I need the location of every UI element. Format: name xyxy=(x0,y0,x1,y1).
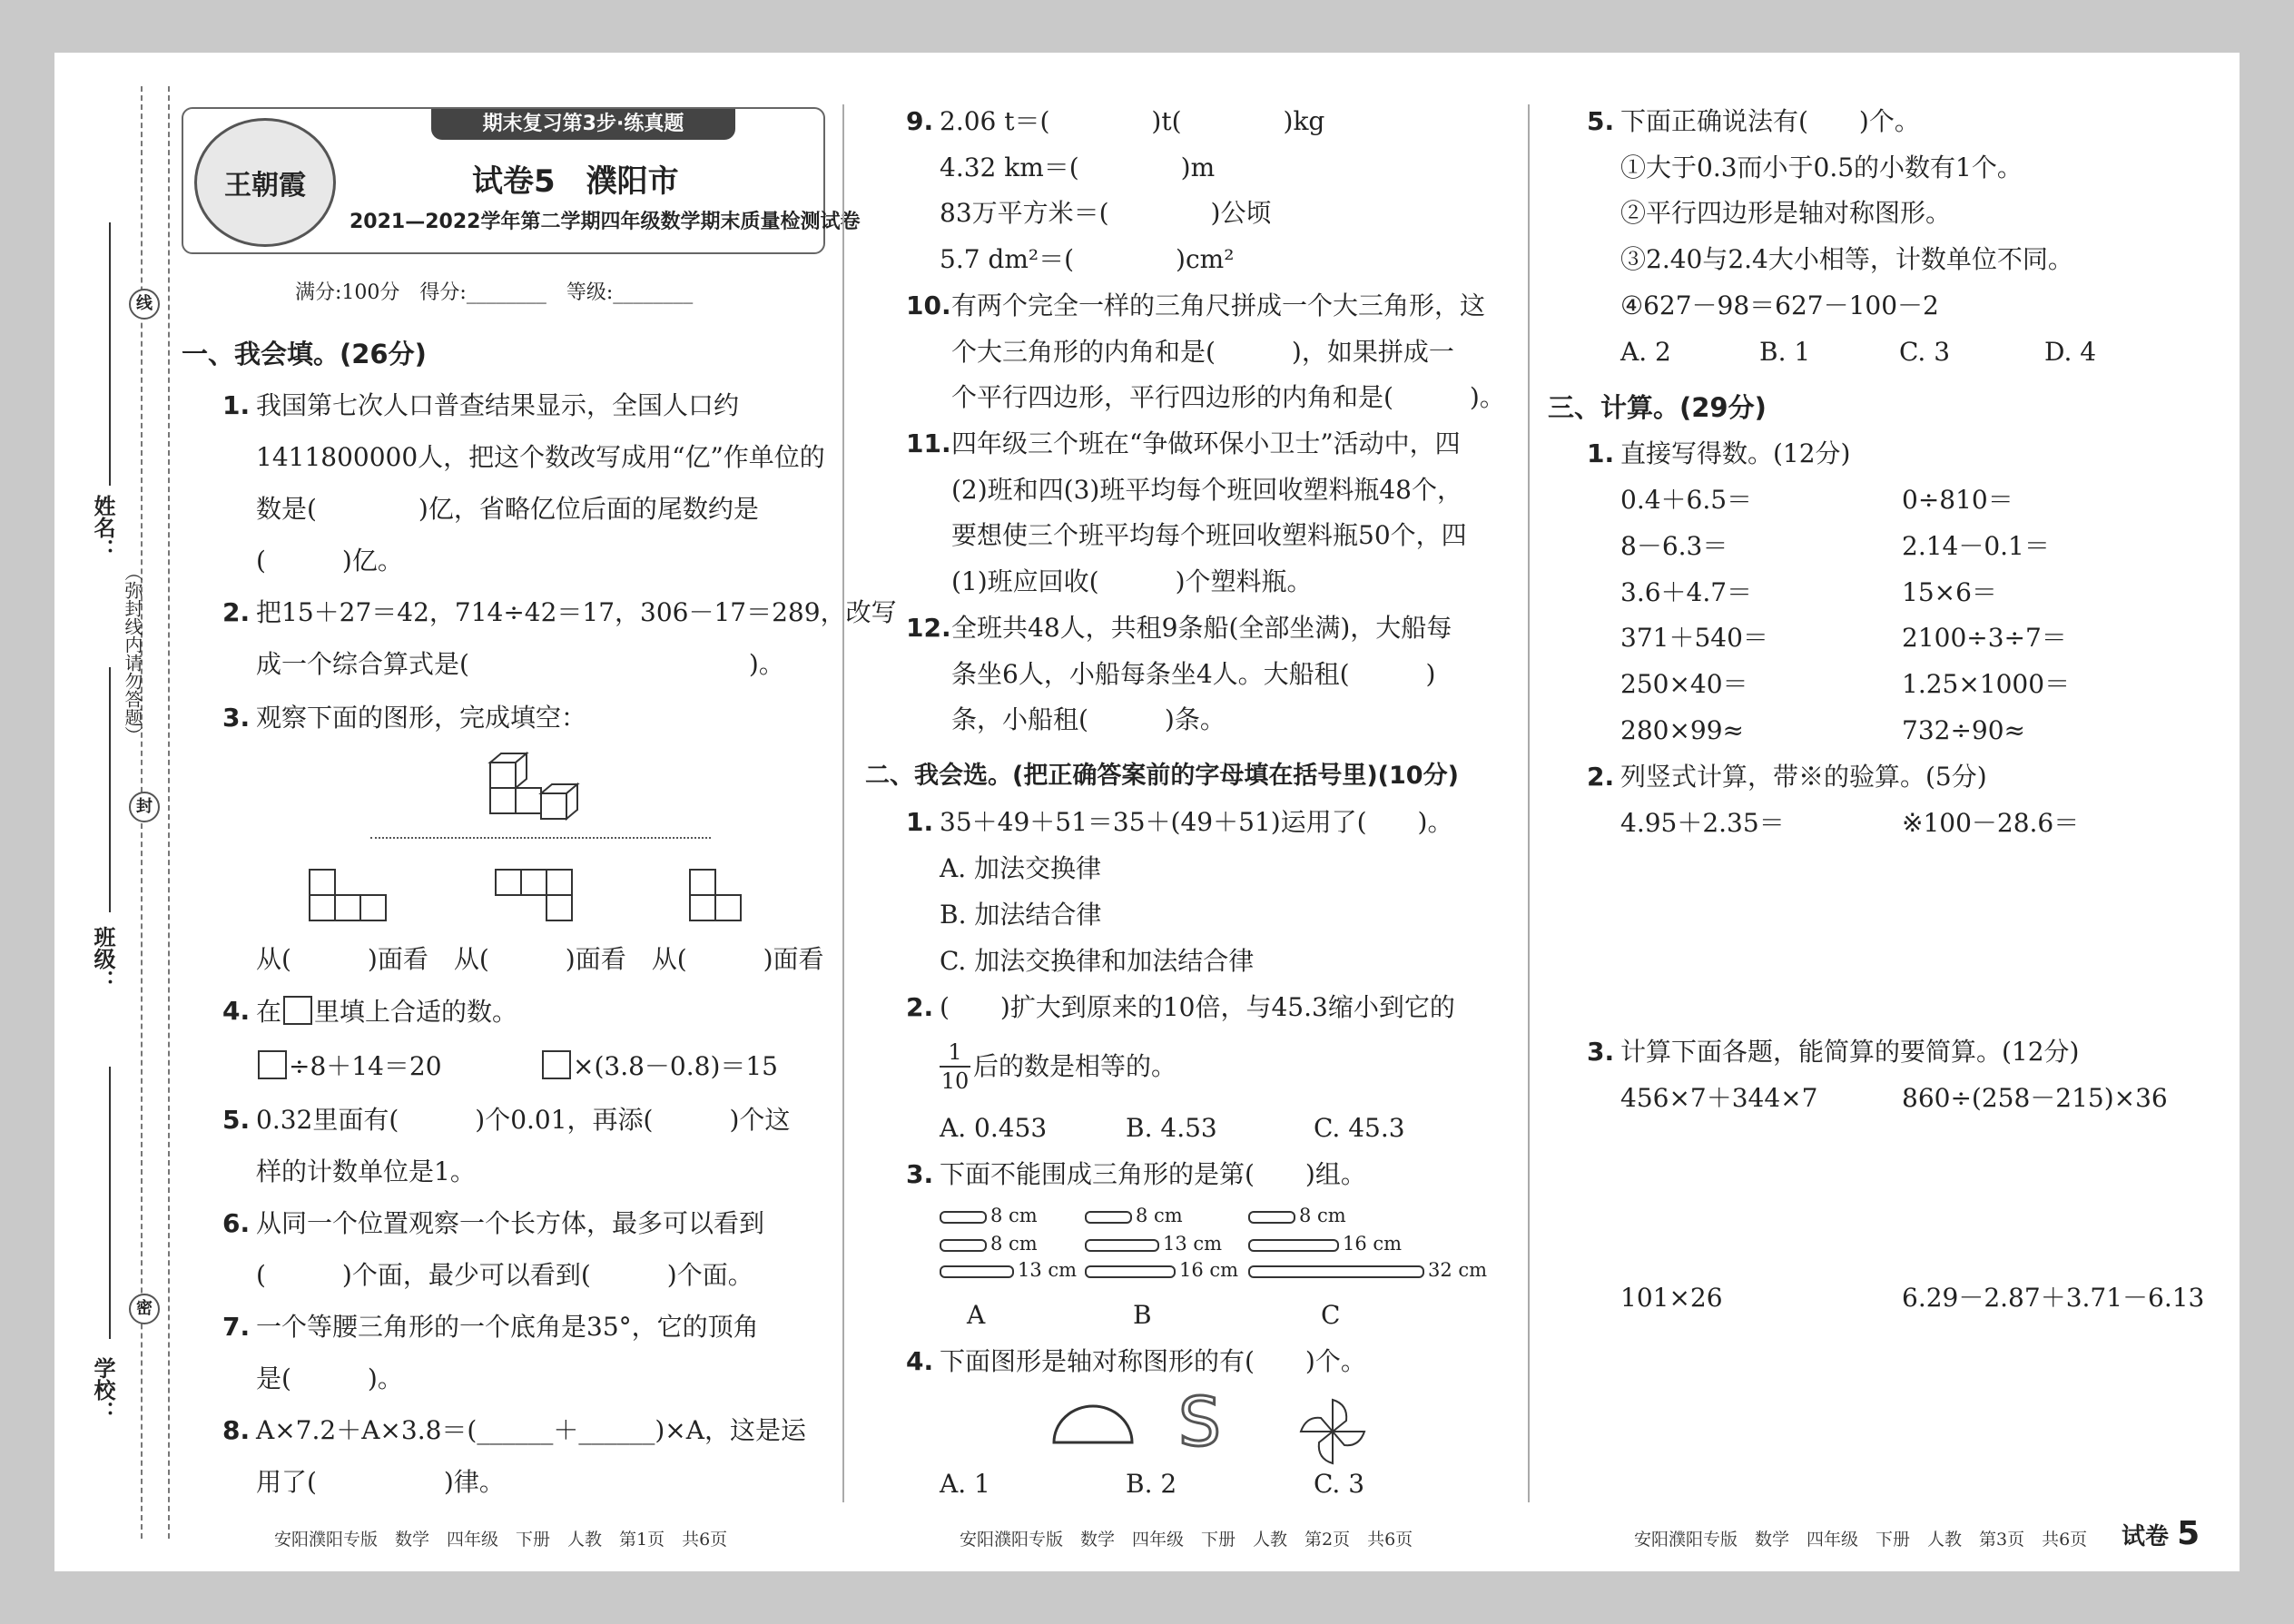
c1-option-a[interactable]: A. 加法交换律 xyxy=(940,853,1102,883)
q8-number: 8. xyxy=(222,1415,251,1445)
stick-icon xyxy=(1248,1239,1339,1252)
stick-icon xyxy=(940,1265,1014,1278)
c3-group-b-rod2 xyxy=(1085,1231,1222,1256)
footer-page-1: 安阳濮阳专版 数学 四年级 下册 人教 第1页 共6页 xyxy=(274,1530,728,1550)
q9-line4: 5.7 dm²＝( )cm² xyxy=(940,244,1235,274)
q1-line3: 数是( )亿，省略亿位后面的尾数约是 xyxy=(256,494,759,524)
q3-view-c xyxy=(687,867,745,923)
stick-icon xyxy=(1085,1211,1132,1224)
c2-line2: 后的数是相等的。 xyxy=(973,1051,1177,1081)
q3-line1: 观察下面的图形，完成填空： xyxy=(256,703,587,733)
c3-group-a-rod2 xyxy=(940,1231,1038,1256)
k1-item: 250×40＝ xyxy=(1620,669,1748,699)
c2-number: 2. xyxy=(906,992,934,1022)
pinwheel-icon xyxy=(1294,1395,1372,1468)
q11-line4: (1)班应回收( )个塑料瓶。 xyxy=(951,566,1313,596)
k3-line1: 计算下面各题，能简算的要简算。(12分) xyxy=(1620,1037,2080,1067)
k1-item: 2100÷3÷7＝ xyxy=(1902,623,2067,653)
q4-eq1-text: ÷8＋14＝20 xyxy=(289,1051,442,1081)
c3-label-c[interactable]: C xyxy=(1321,1300,1341,1330)
c3-c-1: 8 cm xyxy=(1299,1205,1346,1226)
binding-note: （弥封线内请勿答题） xyxy=(122,563,143,744)
c3-a-3: 13 cm xyxy=(1018,1259,1078,1281)
q1-line4: ( )亿。 xyxy=(256,546,403,576)
k3-expr-1: 456×7＋344×7 xyxy=(1620,1083,1818,1113)
q4-pre: 在 xyxy=(256,997,282,1027)
school-label: 学校： xyxy=(90,1357,115,1422)
k3-expr-4: 6.29－2.87＋3.71－6.13 xyxy=(1902,1283,2205,1313)
k2-expr-1: 4.95＋2.35＝ xyxy=(1620,808,1785,838)
c1-option-c[interactable]: C. 加法交换律和加法结合律 xyxy=(940,946,1255,976)
logo-text: 王朝霞 xyxy=(224,170,306,202)
section-3-title: 三、计算。(29分) xyxy=(1548,392,1767,423)
c1-number: 1. xyxy=(906,807,934,837)
school-blank xyxy=(109,1067,111,1339)
c3-group-b-rod3 xyxy=(1085,1257,1238,1283)
q12-line2: 条坐6人，小船每条坐4人。大船租( ) xyxy=(951,659,1436,689)
answer-box-2[interactable] xyxy=(542,1050,571,1079)
q3-view-a xyxy=(307,867,390,923)
c4-option-a[interactable]: A. 1 xyxy=(940,1469,990,1499)
q11-line2: (2)班和四(3)班平均每个班回收塑料瓶48个， xyxy=(951,475,1462,505)
stick-icon xyxy=(940,1239,987,1252)
k1-item: 1.25×1000＝ xyxy=(1902,669,2071,699)
q4-equation-2 xyxy=(540,1050,778,1082)
c2-fraction xyxy=(940,1038,970,1095)
c3-number: 3. xyxy=(906,1159,934,1189)
k1-item: 2.14－0.1＝ xyxy=(1902,531,2050,561)
k3-expr-2: 860÷(258－215)×36 xyxy=(1902,1083,2168,1113)
c4-option-b[interactable]: B. 2 xyxy=(1126,1469,1177,1499)
q3-view-labels: 从( )面看 从( )面看 从( )面看 xyxy=(256,944,824,974)
k1-item: 15×6＝ xyxy=(1902,577,1997,607)
c3-c-3: 32 cm xyxy=(1428,1259,1488,1281)
q8-line2: 用了( )律。 xyxy=(256,1467,505,1497)
c5-option-2: ②平行四边形是轴对称图形。 xyxy=(1620,198,1952,228)
q2-number: 2. xyxy=(222,597,251,627)
footer-page-3: 安阳濮阳专版 数学 四年级 下册 人教 第3页 共6页 xyxy=(1634,1530,2088,1550)
q12-number: 12. xyxy=(906,613,951,643)
column-divider-2 xyxy=(1528,104,1530,1502)
exam-title: 试卷5 濮阳市 xyxy=(472,163,679,200)
k1-item: 732÷90≈ xyxy=(1902,715,2025,745)
c4-option-c[interactable]: C. 3 xyxy=(1314,1469,1365,1499)
q7-number: 7. xyxy=(222,1312,251,1342)
q2-line1: 把15＋27＝42，714÷42＝17，306－17＝289，改写 xyxy=(256,597,897,627)
k1-line1: 直接写得数。(12分) xyxy=(1620,438,1851,468)
seal-line: 线 xyxy=(129,289,160,320)
q5-number: 5. xyxy=(222,1105,251,1135)
binding-line-inner xyxy=(168,86,170,1539)
name-label: 姓名： xyxy=(90,495,115,560)
c2-option-c[interactable]: C. 45.3 xyxy=(1314,1113,1405,1143)
q4-line xyxy=(256,996,517,1028)
q6-number: 6. xyxy=(222,1208,251,1238)
section-2-title: 二、我会选。(把正确答案前的字母填在括号里)(10分) xyxy=(865,762,1459,790)
semicircle-icon xyxy=(1051,1403,1135,1446)
k2-expr-2: ※100－28.6＝ xyxy=(1902,808,2080,838)
k1-item: 0÷810＝ xyxy=(1902,485,2013,515)
stick-icon xyxy=(1248,1211,1295,1224)
q1-number: 1. xyxy=(222,390,251,420)
q6-line2: ( )个面，最少可以看到( )个面。 xyxy=(256,1260,753,1290)
k1-item: 280×99≈ xyxy=(1620,715,1744,745)
q4-number: 4. xyxy=(222,996,251,1026)
q4-eq2-text: ×(3.8－0.8)＝15 xyxy=(573,1051,778,1081)
c5-number: 5. xyxy=(1587,106,1615,136)
k1-item: 3.6＋4.7＝ xyxy=(1620,577,1753,607)
q3-number: 3. xyxy=(222,703,251,733)
step-badge: 期末复习第3步·练真题 xyxy=(431,109,735,140)
c3-line1: 下面不能围成三角形的是第( )组。 xyxy=(940,1159,1366,1189)
q1-line1: 我国第七次人口普查结果显示，全国人口约 xyxy=(256,390,740,420)
c3-label-b[interactable]: B xyxy=(1133,1300,1152,1330)
c3-b-1: 8 cm xyxy=(1136,1205,1183,1226)
q9-line2: 4.32 km＝( )m xyxy=(940,153,1216,182)
c3-group-a-rod1 xyxy=(940,1203,1038,1228)
q8-line1: A×7.2＋A×3.8＝(______＋______)×A，这是运 xyxy=(256,1415,806,1445)
k3-number: 3. xyxy=(1587,1037,1615,1067)
q10-line3: 个平行四边形，平行四边形的内角和是( )。 xyxy=(951,382,1505,412)
q11-line1: 四年级三个班在“争做环保小卫士”活动中，四 xyxy=(951,428,1461,458)
q9-line1: 2.06 t＝( )t( )kg xyxy=(940,106,1325,136)
c3-group-c-rod3 xyxy=(1248,1257,1487,1283)
c2-option-a[interactable]: A. 0.453 xyxy=(940,1113,1048,1143)
c4-line1: 下面图形是轴对称图形的有( )个。 xyxy=(940,1346,1366,1376)
c5-option-4: ④627－98＝627－100－2 xyxy=(1620,290,1939,320)
c3-a-2: 8 cm xyxy=(990,1233,1038,1255)
c5-choice-b[interactable]: B. 1 xyxy=(1759,337,1811,367)
q11-line3: 要想使三个班平均每个班回收塑料瓶50个，四 xyxy=(951,520,1467,550)
c5-choice-a[interactable]: A. 2 xyxy=(1620,337,1671,367)
c3-group-a-rod3 xyxy=(940,1257,1077,1283)
section-1-title: 一、我会填。(26分) xyxy=(182,339,427,369)
q5-line1: 0.32里面有( )个0.01，再添( )个这 xyxy=(256,1105,791,1135)
q11-number: 11. xyxy=(906,428,951,458)
c5-line1: 下面正确说法有( )个。 xyxy=(1620,106,1920,136)
q7-line1: 一个等腰三角形的一个底角是35°，它的顶角 xyxy=(256,1312,759,1342)
q3-cube-figure xyxy=(486,752,586,824)
c5-option-3: ③2.40与2.4大小相等，计数单位不同。 xyxy=(1620,244,2073,274)
c2-line1: ( )扩大到原来的10倍，与45.3缩小到它的 xyxy=(940,992,1455,1022)
seal-seal: 封 xyxy=(129,792,160,822)
c3-group-c-rod2 xyxy=(1248,1231,1402,1256)
q12-line1: 全班共48人，共租9条船(全部坐满)，大船每 xyxy=(951,613,1452,643)
q3-view-b xyxy=(493,867,576,923)
column-divider-1 xyxy=(842,104,844,1502)
k1-number: 1. xyxy=(1587,438,1615,468)
stick-icon xyxy=(940,1211,987,1224)
logo xyxy=(194,118,336,247)
c2-option-b[interactable]: B. 4.53 xyxy=(1126,1113,1217,1143)
paper-tag-text: 试卷 xyxy=(2122,1523,2170,1550)
c5-option-1: ①大于0.3而小于0.5的小数有1个。 xyxy=(1620,153,2023,182)
answer-box-1[interactable] xyxy=(258,1050,287,1079)
q5-line2: 样的计数单位是1。 xyxy=(256,1156,476,1186)
answer-box-icon xyxy=(283,996,312,1025)
k2-number: 2. xyxy=(1587,762,1615,792)
k1-item: 0.4＋6.5＝ xyxy=(1620,485,1753,515)
q4-equation-1 xyxy=(256,1050,442,1082)
q1-line2: 1411800000人，把这个数改写成用“亿”作单位的 xyxy=(256,442,825,472)
c3-c-2: 16 cm xyxy=(1343,1233,1403,1255)
q4-post: 里填上合适的数。 xyxy=(314,997,518,1027)
q12-line3: 条，小船租( )条。 xyxy=(951,704,1226,734)
s-letter-icon: S xyxy=(1178,1383,1221,1462)
c3-group-c-rod1 xyxy=(1248,1203,1346,1228)
q10-line1: 有两个完全一样的三角尺拼成一个大三角形，这 xyxy=(951,290,1486,320)
score-line: 满分:100分 得分:________ 等级:________ xyxy=(295,281,694,304)
c1-line1: 35＋49＋51＝35＋(49＋51)运用了( )。 xyxy=(940,807,1453,837)
stick-icon xyxy=(1248,1265,1424,1278)
stick-icon xyxy=(1085,1239,1159,1252)
fraction-numerator: 1 xyxy=(940,1038,970,1068)
k1-item: 371＋540＝ xyxy=(1620,623,1768,653)
c3-group-b-rod1 xyxy=(1085,1203,1183,1228)
k1-item: 8－6.3＝ xyxy=(1620,531,1728,561)
footer-page-2: 安阳濮阳专版 数学 四年级 下册 人教 第2页 共6页 xyxy=(960,1530,1413,1550)
c5-choice-d[interactable]: D. 4 xyxy=(2044,337,2097,367)
q9-line3: 83万平方米＝( )公顷 xyxy=(940,198,1272,228)
k3-expr-3: 101×26 xyxy=(1620,1283,1723,1313)
q2-line2: 成一个综合算式是( )。 xyxy=(256,649,784,679)
paper-tag-number: 5 xyxy=(2177,1515,2200,1552)
q6-line1: 从同一个位置观察一个长方体，最多可以看到 xyxy=(256,1208,765,1238)
c5-choice-c[interactable]: C. 3 xyxy=(1899,337,1951,367)
q3-dotted-divider xyxy=(370,837,711,839)
k2-line1: 列竖式计算，带※的验算。(5分) xyxy=(1620,762,1987,792)
c3-label-a[interactable]: A xyxy=(967,1300,986,1330)
stick-icon xyxy=(1085,1265,1176,1278)
exam-subtitle: 2021—2022学年第二学期四年级数学期末质量检测试卷 xyxy=(350,211,861,233)
name-blank xyxy=(109,222,111,486)
seal-secret: 密 xyxy=(129,1294,160,1324)
c3-b-3: 16 cm xyxy=(1179,1259,1239,1281)
paper-tag xyxy=(2122,1516,2200,1555)
q9-number: 9. xyxy=(906,106,934,136)
q7-line2: 是( )。 xyxy=(256,1363,403,1393)
fraction-denominator: 10 xyxy=(940,1068,970,1094)
class-blank xyxy=(109,667,111,912)
c4-number: 4. xyxy=(906,1346,934,1376)
c3-b-2: 13 cm xyxy=(1163,1233,1223,1255)
q10-number: 10. xyxy=(906,290,951,320)
q10-line2: 个大三角形的内角和是( )，如果拼成一 xyxy=(951,337,1454,367)
c1-option-b[interactable]: B. 加法结合律 xyxy=(940,900,1102,930)
class-label: 班级： xyxy=(90,926,115,991)
c3-a-1: 8 cm xyxy=(990,1205,1038,1226)
